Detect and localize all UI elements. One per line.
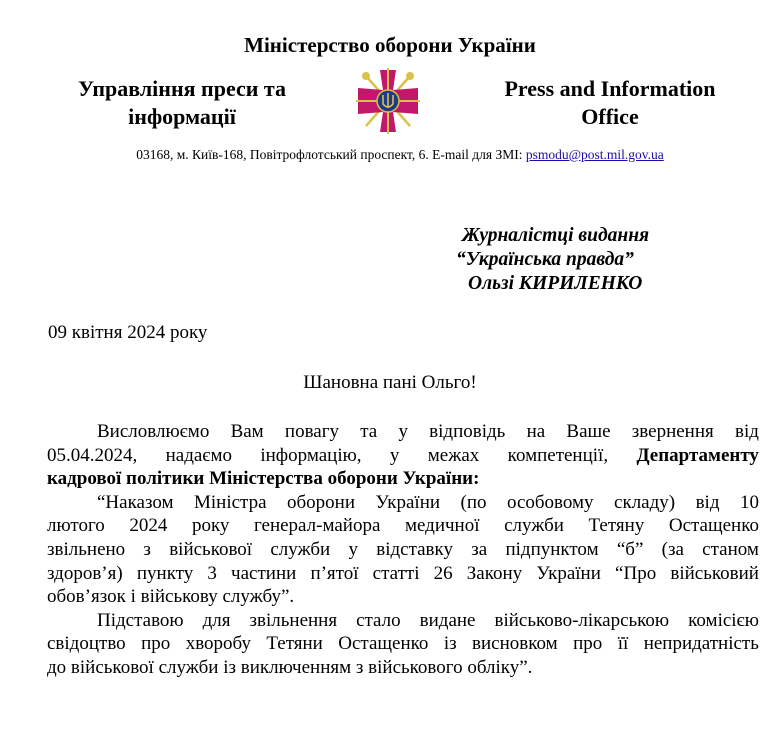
word: за	[471, 538, 488, 560]
word: станом	[702, 538, 759, 560]
word: у	[389, 444, 400, 466]
word: України	[536, 562, 601, 584]
word: Закону	[466, 562, 523, 584]
word: висновком	[472, 633, 558, 655]
word: військовий	[670, 562, 759, 584]
word: складу)	[614, 491, 676, 513]
word: Вам	[230, 421, 264, 442]
word: Підставою	[97, 609, 184, 631]
office-name-ua	[52, 75, 312, 131]
word: та	[360, 421, 378, 442]
word: від	[734, 421, 759, 442]
word: про	[573, 633, 603, 655]
word: здоров’я)	[47, 562, 123, 584]
recipient-line: Журналістці видання	[462, 225, 650, 246]
word: Остащенко	[338, 633, 429, 655]
paragraph-line	[47, 656, 759, 680]
word: інформацію,	[260, 444, 362, 466]
word: генерал-майора	[253, 515, 381, 537]
office-ua-line: Управління преси та	[77, 76, 286, 101]
word: Тетяну	[588, 515, 645, 537]
word: від	[695, 491, 720, 513]
paragraph-line	[47, 585, 759, 609]
letter-body	[47, 420, 759, 680]
paragraph-line	[47, 467, 759, 491]
office-name-en	[470, 75, 750, 131]
word: підпунктом	[505, 538, 599, 560]
address-line	[0, 147, 780, 163]
office-ua-line: інформації	[128, 104, 236, 129]
paragraph-line	[47, 444, 759, 468]
ministry-emblem-icon	[352, 66, 424, 136]
word: непридатність	[643, 633, 759, 655]
word: Міністра	[194, 491, 267, 513]
word: України	[375, 491, 441, 513]
word: особовому	[506, 491, 594, 513]
paragraph-line	[47, 420, 759, 444]
word: компетенції,	[507, 444, 609, 466]
word: 05.04.2024,	[47, 444, 138, 466]
word: звернення	[631, 421, 714, 442]
word: стало	[356, 609, 401, 631]
paragraph-line	[47, 609, 759, 633]
word: статті	[372, 562, 420, 584]
paragraph-line	[47, 538, 759, 562]
office-en-line: Press and Information	[504, 76, 716, 101]
paragraph-line	[47, 632, 759, 656]
word: “Про	[615, 562, 657, 584]
address-text: 03168, м. Київ-168, Повітрофлотський проспект, 6. E-mail для ЗМІ:	[136, 147, 523, 162]
word: Остащенко	[668, 515, 759, 537]
word: з	[143, 538, 151, 560]
word: звільнено	[47, 538, 126, 560]
word: служби	[270, 538, 331, 560]
word: про	[141, 633, 171, 655]
word: п’ятої	[310, 562, 359, 584]
word: пункту	[136, 562, 194, 584]
word: (за	[661, 538, 684, 560]
word: оборони	[287, 491, 356, 513]
word: повагу	[284, 421, 340, 442]
word: 2024	[129, 515, 168, 537]
word: 3	[207, 562, 217, 584]
word: “Наказом	[97, 491, 174, 513]
word: відставку	[376, 538, 453, 560]
word: на	[526, 421, 546, 442]
email-link[interactable]: psmodu@post.mil.gov.ua	[525, 147, 664, 162]
word: року	[191, 515, 230, 537]
word: служби	[504, 515, 564, 537]
recipient-line: Ользі КИРИЛЕНКО	[468, 273, 643, 294]
ministry-title: Міністерство оборони України	[244, 33, 536, 57]
word: її	[617, 633, 629, 655]
word: Ваше	[566, 421, 611, 442]
word: “б”	[616, 538, 644, 560]
paragraph-line	[47, 514, 759, 538]
word: межах	[427, 444, 480, 466]
word: медичної	[404, 515, 480, 537]
word: 26	[433, 562, 453, 584]
word: частини	[231, 562, 297, 584]
word: комісією	[688, 609, 759, 631]
paragraph-line	[47, 491, 759, 515]
word: у	[398, 421, 408, 442]
line-bold-text: кадрової політики Міністерства оборони України:	[47, 468, 480, 490]
letter-date: 09 квітня 2024 року	[48, 322, 208, 343]
word: Висловлюємо	[97, 421, 210, 442]
paragraph-line	[47, 562, 759, 586]
office-en-line: Office	[581, 104, 639, 129]
word: видане	[419, 609, 476, 631]
word: Департаменту	[636, 444, 759, 466]
line-text: обов’язок і військову службу”.	[47, 586, 295, 608]
word: із	[443, 633, 457, 655]
word: лютого	[47, 515, 105, 537]
line-text: до військової служби із виключенням з військового обліку”.	[47, 656, 533, 678]
word: 10	[739, 491, 759, 513]
word: відповідь	[429, 421, 506, 442]
word: Тетяни	[266, 633, 323, 655]
word: надаємо	[165, 444, 232, 466]
word: у	[348, 538, 358, 560]
greeting: Шановна пані Ольго!	[303, 372, 477, 393]
word: звільнення	[249, 609, 338, 631]
recipient-block	[456, 224, 650, 296]
word: військової	[169, 538, 253, 560]
word: хворобу	[185, 633, 251, 655]
word: військово-лікарською	[494, 609, 670, 631]
recipient-line: “Українська правда”	[456, 249, 634, 270]
word: свідоцтво	[47, 633, 126, 655]
word: для	[202, 609, 231, 631]
word: (по	[460, 491, 487, 513]
